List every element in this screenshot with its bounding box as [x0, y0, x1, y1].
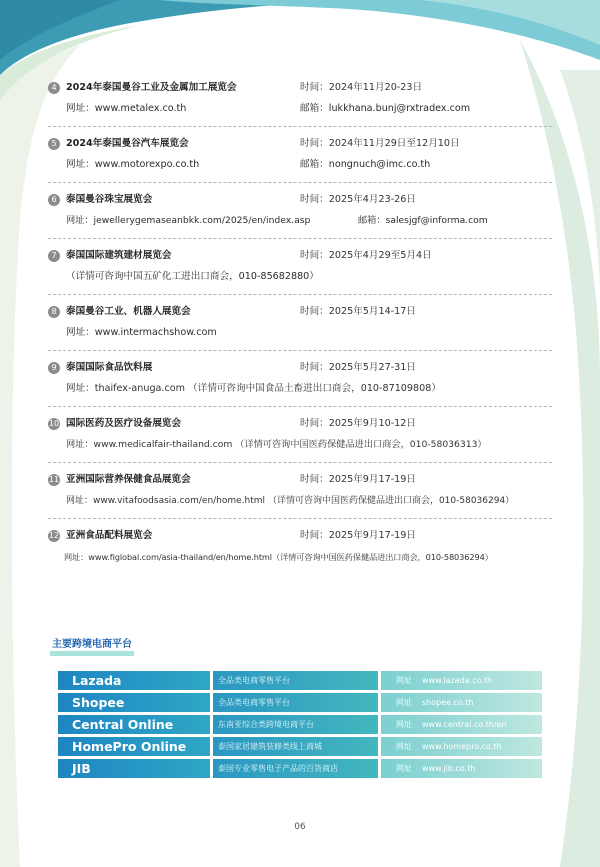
- divider: [48, 518, 552, 519]
- website-label: 网址: [396, 698, 412, 707]
- website-label: 网址: [396, 764, 412, 773]
- exhibition-name: 亚洲国际营养保健食品展览会: [66, 474, 191, 485]
- exhibition-time: 时间：2024年11月29日至12月10日: [300, 138, 460, 149]
- exhibition-email[interactable]: 邮箱：salesjgf@informa.com: [358, 215, 488, 226]
- exhibition-time: 时间：2025年4月23-26日: [300, 194, 416, 205]
- exhibition-note: （详情可咨询中国医药保健品进出口商会，010-58036294）: [267, 496, 515, 506]
- website-label: 网址: [396, 742, 412, 751]
- exhibition-time: 时间：2025年9月17-19日: [300, 474, 416, 485]
- platform-name: Shopee: [58, 693, 210, 712]
- item-number-badge: 6: [48, 194, 60, 206]
- platform-website-cell: [381, 693, 542, 712]
- platform-description: 全品类电商零售平台: [213, 671, 378, 690]
- exhibition-website[interactable]: 网址：thaifex-anuga.com: [66, 383, 185, 394]
- platform-row: [58, 715, 542, 734]
- exhibition-note: （详情可咨询中国医药保健品进出口商会，010-58036313）: [235, 439, 487, 450]
- exhibition-website[interactable]: 网址：jewellerygemaseanbkk.com/2025/en/index.asp: [66, 215, 311, 226]
- exhibition-time: 时间：2025年9月17-19日: [300, 530, 416, 541]
- platform-row: [58, 737, 542, 756]
- exhibition-time: 时间：2025年5月14-17日: [300, 306, 416, 317]
- divider: [48, 238, 552, 239]
- item-number-badge: 7: [48, 250, 60, 262]
- platform-url[interactable]: shopee.co.th: [422, 698, 474, 707]
- platform-description: 泰国家居建筑装修类线上商城: [213, 737, 378, 756]
- exhibition-email[interactable]: 邮箱：lukkhana.bunj@rxtradex.com: [300, 103, 471, 114]
- section-title: 主要跨境电商平台: [50, 638, 134, 656]
- exhibition-website[interactable]: 网址：www.figlobal.com/asia-thailand/en/home.html: [64, 552, 272, 562]
- exhibition-time: 时间：2024年11月20-23日: [300, 82, 423, 93]
- platform-name: HomePro Online: [58, 737, 210, 756]
- platform-url[interactable]: www.lazada.co.th: [422, 676, 493, 685]
- exhibition-name: 泰国国际建筑建材展览会: [66, 250, 172, 261]
- exhibition-note: （详情可咨询中国食品土畜进出口商会，010-87109808）: [188, 383, 441, 394]
- exhibition-website-line: [66, 382, 441, 396]
- exhibition-website[interactable]: 网址：www.vitafoodsasia.com/en/home.html: [66, 496, 266, 506]
- exhibition-website-line: [64, 550, 493, 564]
- exhibition-name: 泰国曼谷工业、机器人展览会: [66, 306, 191, 317]
- divider: [48, 182, 552, 183]
- exhibition-website-line: [66, 494, 514, 508]
- exhibition-name: 亚洲食品配料展览会: [66, 530, 153, 541]
- exhibition-time: 时间：2025年5月27-31日: [300, 362, 416, 373]
- exhibition-website[interactable]: 网址：www.motorexpo.co.th: [66, 159, 200, 170]
- platform-name: Central Online: [58, 715, 210, 734]
- platform-website-cell: [381, 759, 542, 778]
- exhibition-note: （详情可咨询中国五矿化工进出口商会，010-85682880）: [66, 271, 319, 282]
- exhibition-name: 2024年泰国曼谷汽车展览会: [66, 138, 189, 149]
- exhibition-name: 泰国国际食品饮料展: [66, 362, 153, 373]
- exhibition-email[interactable]: 邮箱：nongnuch@imc.co.th: [300, 159, 431, 170]
- exhibition-website[interactable]: 网址：www.metalex.co.th: [66, 103, 187, 114]
- item-number-badge: 11: [48, 475, 60, 484]
- platform-website-cell: [381, 715, 542, 734]
- exhibition-note: （详情可咨询中国医药保健品进出口商会，010-58036294）: [271, 552, 493, 562]
- platform-website-cell: [381, 671, 542, 690]
- divider: [48, 406, 552, 407]
- item-number-badge: 10: [48, 419, 60, 428]
- platform-website-cell: [381, 737, 542, 756]
- website-label: 网址: [396, 676, 412, 685]
- platform-row: [58, 671, 542, 690]
- platform-description: 泰国专业零售电子产品的百货商店: [213, 759, 378, 778]
- divider: [48, 126, 552, 127]
- item-number-badge: 12: [48, 531, 60, 540]
- item-number-badge: 9: [48, 362, 60, 374]
- exhibition-name: 国际医药及医疗设备展览会: [66, 418, 182, 429]
- platform-url[interactable]: www.jib.co.th: [422, 764, 476, 773]
- exhibition-time: 时间：2025年4月29至5月4日: [300, 250, 432, 261]
- platform-url[interactable]: www.central.co.th/en: [422, 720, 507, 729]
- divider: [48, 350, 552, 351]
- platform-description: 全品类电商零售平台: [213, 693, 378, 712]
- platform-name: Lazada: [58, 671, 210, 690]
- item-number-badge: 5: [48, 138, 60, 150]
- platform-name: JIB: [58, 759, 210, 778]
- exhibition-website-line: [66, 438, 487, 452]
- exhibition-name: 2024年泰国曼谷工业及金属加工展览会: [66, 82, 237, 93]
- divider: [48, 294, 552, 295]
- exhibition-website[interactable]: 网址：www.medicalfair-thailand.com: [66, 439, 233, 450]
- platform-description: 东南亚综合类跨境电商平台: [213, 715, 378, 734]
- item-number-badge: 4: [48, 82, 60, 94]
- platform-row: [58, 693, 542, 712]
- divider: [48, 462, 552, 463]
- platform-row: [58, 759, 542, 778]
- exhibition-name: 泰国曼谷珠宝展览会: [66, 194, 153, 205]
- platform-url[interactable]: www.homepro.co.th: [422, 742, 502, 751]
- item-number-badge: 8: [48, 306, 60, 318]
- page-number: 06: [294, 822, 306, 832]
- website-label: 网址: [396, 720, 412, 729]
- exhibition-time: 时间：2025年9月10-12日: [300, 418, 416, 429]
- exhibition-website[interactable]: 网址：www.intermachshow.com: [66, 327, 217, 338]
